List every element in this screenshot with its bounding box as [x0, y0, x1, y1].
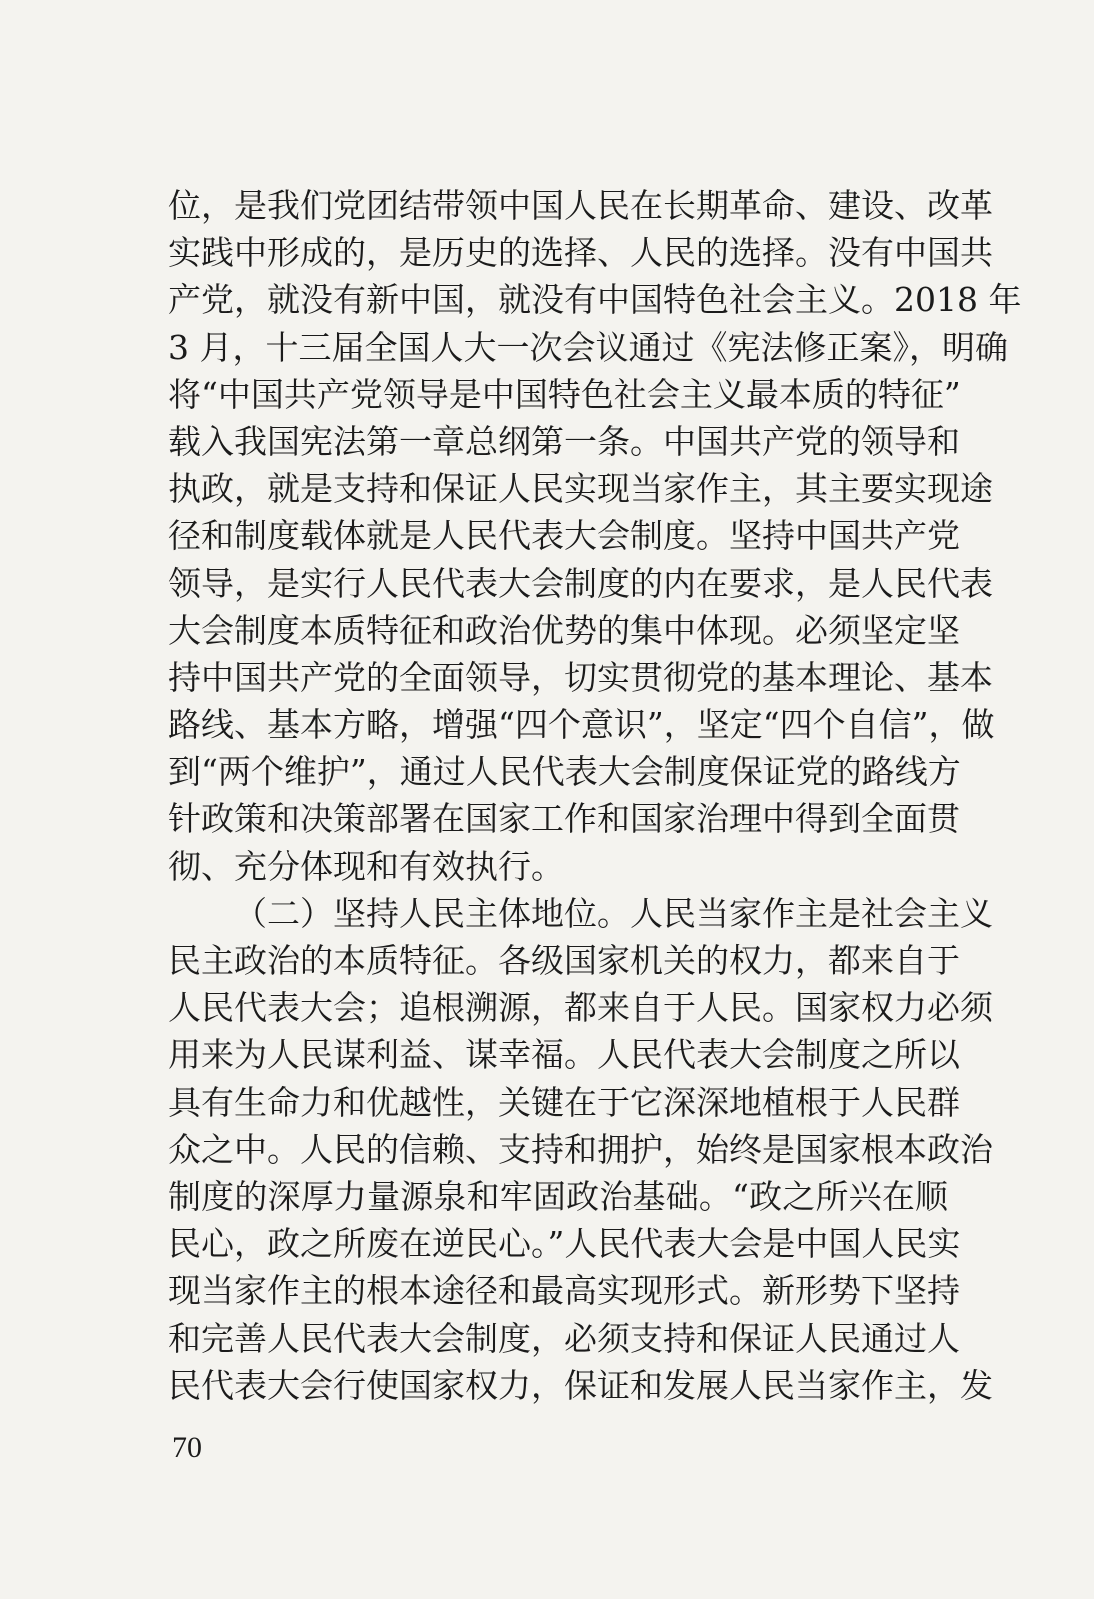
text-line: 人民代表大会；追根溯源，都来自于人民。国家权力必须	[168, 988, 993, 1028]
section-heading-line: （二）坚持人民主体地位。人民当家作主是社会主义	[234, 893, 993, 933]
text-line: 产党，就没有新中国，就没有中国特色社会主义。2018 年	[168, 280, 1022, 320]
text-line: 将“中国共产党领导是中国特色社会主义最本质的特征”	[168, 374, 961, 414]
text-line: 径和制度载体就是人民代表大会制度。坚持中国共产党	[168, 516, 960, 556]
text-line: 大会制度本质特征和政治优势的集中体现。必须坚定坚	[168, 610, 960, 650]
text-line: 位，是我们党团结带领中国人民在长期革命、建设、改革	[168, 186, 993, 225]
text-line: 载入我国宪法第一章总纲第一条。中国共产党的领导和	[168, 421, 960, 461]
text-line: 实践中形成的，是历史的选择、人民的选择。没有中国共	[168, 233, 993, 273]
text-line: 3 月，十三届全国人大一次会议通过《宪法修正案》，明确	[168, 327, 1008, 367]
text-line: 用来为人民谋利益、谋幸福。人民代表大会制度之所以	[168, 1035, 960, 1075]
text-line: 具有生命力和优越性，关键在于它深深地植根于人民群	[168, 1082, 960, 1122]
text-line: 持中国共产党的全面领导，切实贯彻党的基本理论、基本	[168, 657, 993, 697]
text-line: 针政策和决策部署在国家工作和国家治理中得到全面贯	[168, 799, 960, 839]
text-line: 路线、基本方略，增强“四个意识”，坚定“四个自信”，做	[168, 705, 995, 745]
text-line: 现当家作主的根本途径和最高实现形式。新形势下坚持	[168, 1271, 960, 1311]
text-line: 民代表大会行使国家权力，保证和发展人民当家作主，发	[168, 1365, 993, 1405]
text-line: 到“两个维护”，通过人民代表大会制度保证党的路线方	[168, 752, 961, 792]
page-number: 70	[172, 1431, 202, 1464]
text-line: 民主政治的本质特征。各级国家机关的权力，都来自于	[168, 941, 960, 980]
text-line: 彻、充分体现和有效执行。	[168, 846, 564, 886]
text-line: 和完善人民代表大会制度，必须支持和保证人民通过人	[168, 1318, 960, 1358]
text-line: 领导，是实行人民代表大会制度的内在要求，是人民代表	[168, 563, 993, 603]
text-line: 民心，政之所废在逆民心。”人民代表大会是中国人民实	[168, 1224, 961, 1264]
text-line: 执政，就是支持和保证人民实现当家作主，其主要实现途	[168, 469, 993, 509]
text-line: 制度的深厚力量源泉和牢固政治基础。“政之所兴在顺	[168, 1176, 948, 1216]
text-line: 众之中。人民的信赖、支持和拥护，始终是国家根本政治	[168, 1129, 993, 1169]
body-text	[168, 182, 1022, 1409]
